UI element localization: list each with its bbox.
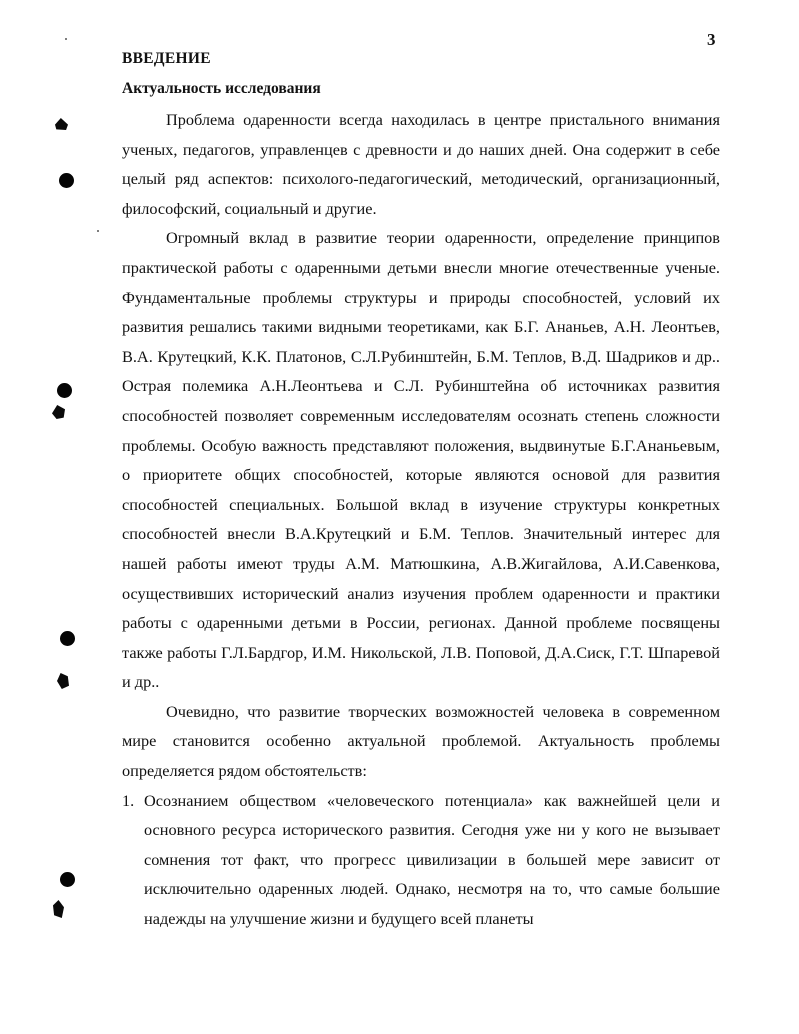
scan-mark <box>53 900 64 918</box>
scan-speck <box>65 38 67 40</box>
list-item-text: Осознанием обществом «человеческого потенциала» как важнейшей цели и основного ресурса исторического развития. Сегодня уже ни у кого не вызывает сомнения тот факт, что прогресс цивилизации в большей мере зависит от исключительно одаренных людей. Однако, несмотря на то, что самые большие надежды на улучшение жизни и будущего всей планеты <box>144 790 720 929</box>
page-heading: ВВЕДЕНИЕ <box>122 50 211 67</box>
list-item-number: 1. <box>122 790 135 810</box>
paragraph: Проблема одаренности всегда находилась в центре пристального внимания ученых, педагогов, управленцев с древности и до наших дней. Она содержит в себе целый ряд аспектов: психолого-педагогический, методический, организационный, философский, социальный и другие. <box>122 110 720 218</box>
paragraph: Очевидно, что развитие творческих возможностей человека в современном мире становится особенно актуальной проблемой. Актуальность проблемы определяется рядом обстоятельств: <box>122 701 720 781</box>
punch-hole <box>60 872 75 887</box>
document-body <box>122 105 720 934</box>
page-number: 3 <box>707 30 716 49</box>
scan-mark <box>55 118 68 130</box>
scan-mark <box>52 405 65 419</box>
list-item <box>122 786 720 934</box>
paragraph: Огромный вклад в развитие теории одаренности, определение принципов практической работы с одаренными детьми внесли многие отечественные ученые. Фундаментальные проблемы структуры и природы способностей, условий их развития решались такими видными теоретиками, как Б.Г. Ананьев, А.Н. Леонтьев, В.А. Крутецкий, К.К. Платонов, С.Л.Рубинштейн, Б.М. Теплов, В.Д. Шадриков и др.. Острая полемика А.Н.Леонтьева и С.Л. Рубинштейна об источниках развития способностей позволяет современным исследователям осознать степень сложности проблемы. Особую важность представляют положения, выдвинутые Б.Г.Ананьевым, о приоритете общих способностей, которые являются основой для развития способностей специальных. Большой вклад в изучение структуры конкретных способностей внесли В.А.Крутецкий и Б.М. Теплов. Значительный интерес для нашей работы имеют труды А.М. Матюшкина, А.В.Жигайлова, А.И.Савенкова, осуществивших исторический анализ изучения проблем одаренности и практики работы с одаренными детьми в России, регионах. Данной проблеме посвящены также работы Г.Л.Бардгор, И.М. Никольской, Л.В. Поповой, Д.А.Сиск, Г.Т. Шпаревой и др.. <box>122 228 720 692</box>
scan-speck <box>97 230 99 232</box>
punch-hole <box>57 383 72 398</box>
scan-mark <box>57 673 69 689</box>
section-subheading: Актуальность исследования <box>122 80 321 97</box>
punch-hole <box>60 631 75 646</box>
punch-hole <box>59 173 74 188</box>
